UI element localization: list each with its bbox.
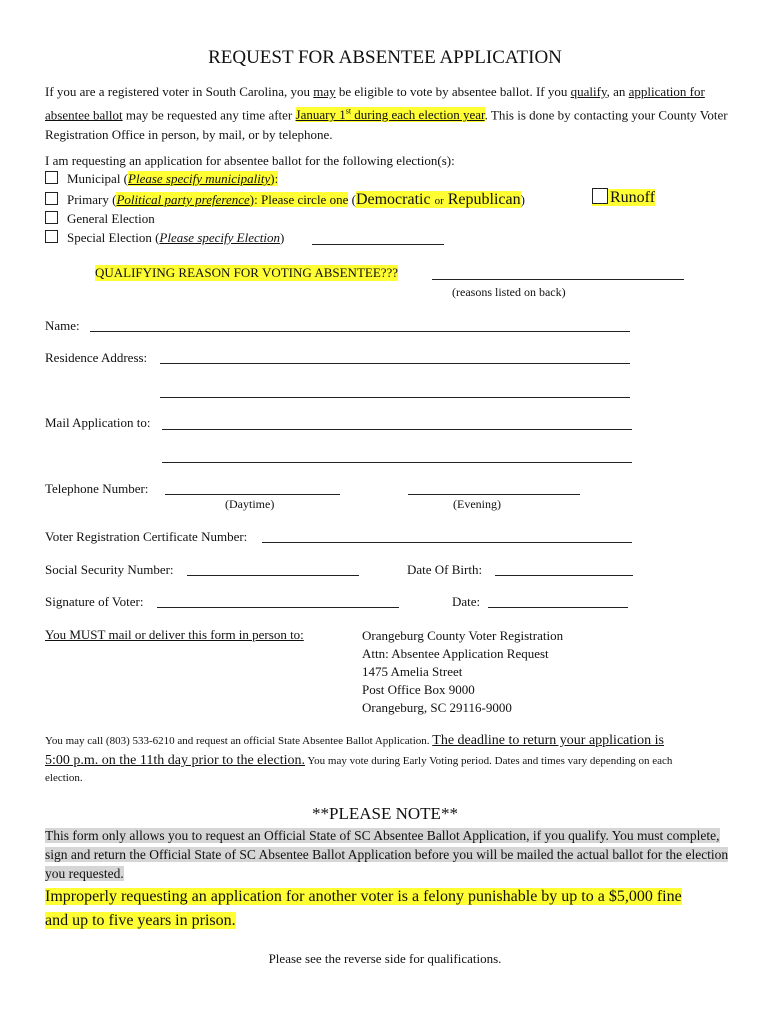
residence-line-2[interactable]: [160, 397, 630, 398]
primary-end: ):: [249, 192, 258, 207]
mail-line-1[interactable]: [162, 429, 632, 430]
special-end: ): [279, 230, 285, 245]
special-hint: Please specify Election: [159, 230, 280, 245]
please-note-heading: **PLEASE NOTE**: [312, 804, 458, 823]
party-democratic[interactable]: Democratic: [355, 191, 431, 208]
mail-to-address: [362, 627, 563, 717]
intro-may: may: [313, 84, 336, 99]
address-line-1: Orangeburg County Voter Registration: [362, 628, 564, 643]
telephone-evening-line[interactable]: [408, 494, 580, 495]
address-line-2: Attn: Absentee Application Request: [362, 646, 549, 661]
mail-to-label: You MUST mail or deliver this form in person to:: [45, 627, 304, 642]
mail-label: Mail Application to:: [45, 415, 151, 430]
primary-hint: Political party preference: [116, 192, 250, 207]
telephone-day-line[interactable]: [165, 494, 340, 495]
elections-lead: I am requesting an application for absentee ballot for the following election(s):: [45, 153, 455, 168]
special-election-line[interactable]: [312, 244, 444, 245]
special-label: Special Election (: [67, 230, 160, 245]
runoff-label: Runoff: [610, 189, 656, 206]
residence-line-1[interactable]: [160, 363, 630, 364]
ssn-line[interactable]: [187, 575, 359, 576]
date-label: Date:: [452, 594, 481, 609]
address-line-4: Post Office Box 9000: [362, 682, 475, 697]
voter-cert-line[interactable]: [262, 542, 632, 543]
name-line[interactable]: [90, 331, 630, 332]
option-runoff[interactable]: [592, 188, 655, 207]
residence-label: Residence Address:: [45, 350, 148, 365]
felony-block: [45, 885, 735, 933]
intro-text: If you are a registered voter in South Carolina, you: [45, 84, 314, 99]
general-label: General Election: [67, 211, 155, 226]
note-gray-text: This form only allows you to request an Official State of SC Absentee Ballot Application, if you qualify. You must complete, sign and return the Official State of SC Absentee Ballot Application before you will be mailed the actual ballot for the election you requested.: [45, 828, 729, 881]
voter-cert-label: Voter Registration Certificate Number:: [45, 529, 248, 544]
signature-line[interactable]: [157, 607, 399, 608]
deadline-line-2: [45, 753, 672, 769]
party-or: or: [434, 195, 444, 207]
party-republican[interactable]: Republican: [447, 191, 521, 208]
call-text: You may call (803) 533-6210 and request an official State Absentee Ballot Application.: [45, 735, 430, 747]
option-general[interactable]: [45, 211, 155, 227]
intro-text: be eligible to vote by absentee ballot. If you: [335, 84, 571, 99]
option-special[interactable]: [45, 230, 284, 246]
intro-text: , an: [606, 84, 629, 99]
municipal-hint: Please specify municipality: [128, 171, 271, 186]
intro-january: January 1: [295, 107, 346, 123]
intro-text: may be requested any time after: [122, 107, 296, 123]
qualifying-note: (reasons listed on back): [452, 285, 566, 299]
qualifying-reason-line[interactable]: [432, 279, 684, 280]
intro-january-sup: st: [345, 107, 352, 116]
special-checkbox[interactable]: [45, 230, 58, 243]
general-checkbox[interactable]: [45, 211, 58, 224]
signature-label: Signature of Voter:: [45, 594, 144, 609]
telephone-label: Telephone Number:: [45, 481, 149, 496]
primary-label: Primary (: [67, 192, 117, 207]
date-line[interactable]: [488, 607, 628, 608]
municipal-label: Municipal (: [67, 171, 129, 186]
intro-during: during each election year: [351, 107, 485, 123]
address-line-5: Orangeburg, SC 29116-9000: [362, 700, 512, 715]
mail-line-2[interactable]: [162, 462, 632, 463]
ssn-label: Social Security Number:: [45, 562, 174, 577]
intro-text: . This is done by contacting your County Voter Registration Office in person, by mail, or by telephone.: [45, 107, 728, 143]
deadline-text-b: 5:00 p.m. on the 11th day prior to the election.: [45, 753, 305, 768]
deadline-line-3: election.: [45, 772, 83, 784]
page-title: REQUEST FOR ABSENTEE APPLICATION: [208, 47, 562, 68]
dob-label: Date Of Birth:: [407, 562, 483, 577]
circle-one-label: Please circle one: [261, 192, 349, 207]
name-label: Name:: [45, 318, 80, 333]
runoff-checkbox[interactable]: [592, 188, 608, 204]
primary-checkbox[interactable]: [45, 192, 58, 205]
deadline-text-a: The deadline to return your application is: [432, 733, 664, 748]
early-voting-text: You may vote during Early Voting period. Dates and times vary depending on each: [307, 755, 673, 767]
intro-paragraph: [45, 82, 735, 145]
intro-january-highlight: [296, 107, 485, 122]
intro-absentee-ballot: absentee ballot: [45, 107, 123, 123]
municipal-checkbox[interactable]: [45, 171, 58, 184]
option-municipal[interactable]: [45, 171, 278, 187]
reverse-note: Please see the reverse side for qualifications.: [268, 951, 502, 966]
deadline-line-1: [45, 733, 664, 749]
note-gray-block: [45, 826, 735, 883]
intro-qualify: qualify: [570, 84, 607, 99]
municipal-end: ):: [270, 171, 279, 186]
address-line-3: 1475 Amelia Street: [362, 664, 463, 679]
daytime-label: (Daytime): [225, 497, 275, 511]
felony-line-1: Improperly requesting an application for another voter is a felony punishable by up to a $5,000 fine: [45, 888, 682, 905]
party-highlight: [356, 191, 521, 208]
circle-open: (: [348, 192, 356, 207]
evening-label: (Evening): [453, 497, 501, 511]
circle-close: ): [520, 192, 525, 207]
felony-line-2: and up to five years in prison.: [45, 912, 236, 929]
dob-line[interactable]: [495, 575, 633, 576]
qualifying-label: QUALIFYING REASON FOR VOTING ABSENTEE???: [95, 265, 399, 280]
intro-application-for: application for: [628, 84, 705, 99]
option-primary[interactable]: [45, 191, 525, 209]
